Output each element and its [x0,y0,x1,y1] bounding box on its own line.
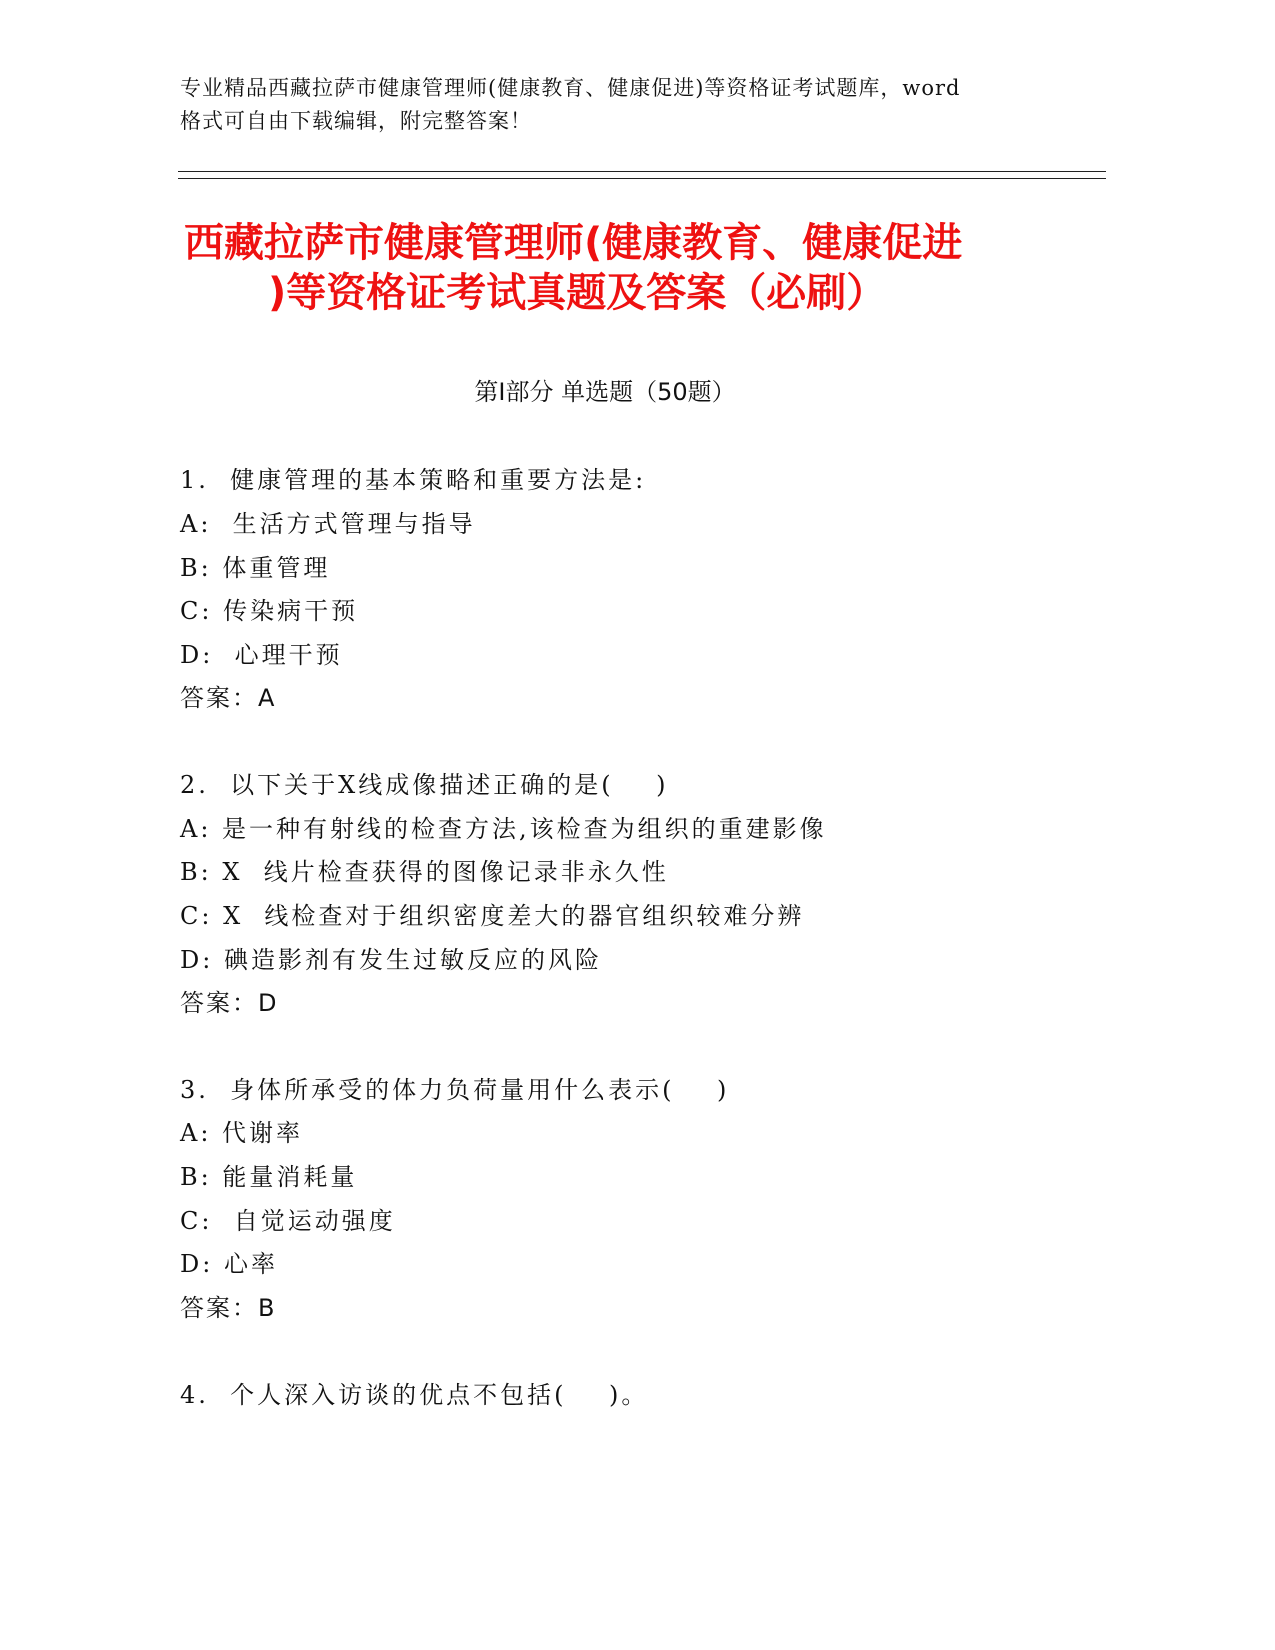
question-4-stem: 4. 个人深入访谈的优点不包括( )。 [180,1381,649,1409]
question-1-stem: 1. 健康管理的基本策略和重要方法是: [180,466,647,494]
question-1-option-a: A: 生活方式管理与指导 [180,510,476,538]
question-1-option-b: B: 体重管理 [180,554,331,582]
question-1-answer: 答案：A [180,684,277,712]
question-3-option-a: A: 代谢率 [180,1119,304,1147]
question-3-stem: 3. 身体所承受的体力负荷量用什么表示( ) [180,1076,730,1104]
question-2-option-b: B: X 线片检查获得的图像记录非永久性 [180,858,669,886]
header-rule-bottom [178,178,1106,179]
question-1-option-c: C: 传染病干预 [180,597,359,625]
question-3-answer: 答案：B [180,1294,277,1322]
question-2-option-c: C: X 线检查对于组织密度差大的器官组织较难分辨 [180,902,805,930]
question-3-option-c: C: 自觉运动强度 [180,1207,396,1235]
question-2-option-a: A: 是一种有射线的检查方法,该检查为组织的重建影像 [180,815,827,843]
document-title [170,218,1110,318]
question-2-stem: 2. 以下关于X线成像描述正确的是( ) [180,771,669,799]
question-3-option-b: B: 能量消耗量 [180,1163,358,1191]
header-note-line2: 格式可自由下载编辑，附完整答案！ [180,109,532,133]
title-line2: )等资格证考试真题及答案（必刷） [268,270,887,316]
header-rule-top [178,171,1106,172]
question-2-answer: 答案：D [180,989,279,1017]
section-heading: 第Ⅰ部分 单选题（50题） [474,378,736,406]
header-note [180,72,1060,138]
title-line1: 西藏拉萨市健康管理师(健康教育、健康促进 [184,220,963,266]
question-1-option-d: D: 心理干预 [180,641,343,669]
question-2-option-d: D: 碘造影剂有发生过敏反应的风险 [180,946,602,974]
question-3-option-d: D: 心率 [180,1250,278,1278]
header-note-line1: 专业精品西藏拉萨市健康管理师(健康教育、健康促进)等资格证考试题库，word [180,76,961,100]
